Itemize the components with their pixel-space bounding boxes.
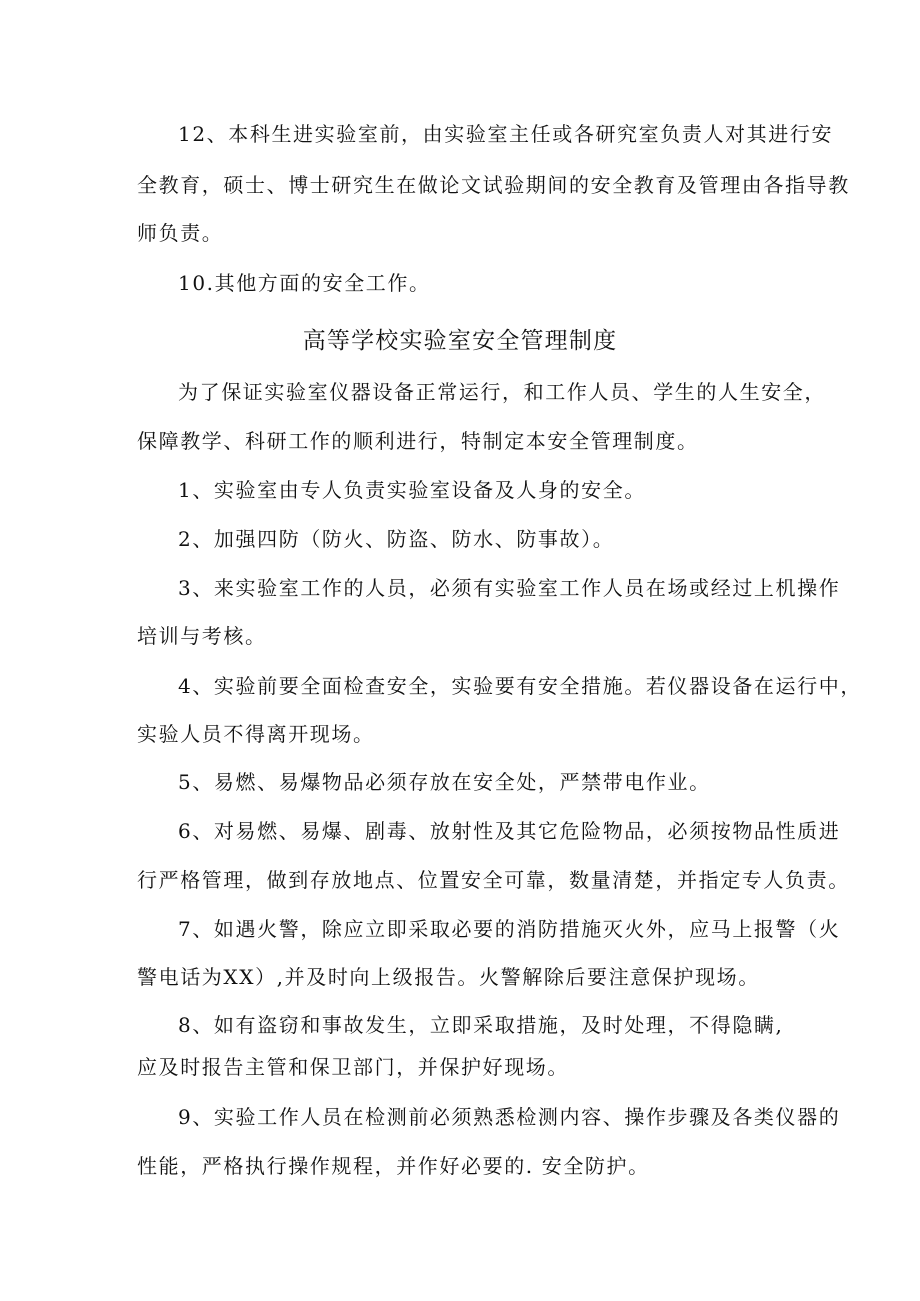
rule-8-line-1: 8、如有盗窃和事故发生，立即采取措施，及时处理，不得隐瞒, [178, 1013, 784, 1037]
intro-line-1: 为了保证实验室仪器设备正常运行，和工作人员、学生的人生安全， [178, 380, 826, 404]
rule-9-line-1: 9、实验工作人员在检测前必须熟悉检测内容、操作步骤及各类仪器的 [178, 1105, 841, 1129]
paragraph-item-10: 10.其他方面的安全工作。 [178, 271, 431, 295]
intro-line-2: 保障教学、科研工作的顺利进行，特制定本安全管理制度。 [137, 429, 699, 453]
rule-8-line-2: 应及时报告主管和保卫部门，并保护好现场。 [137, 1055, 569, 1079]
rule-6-line-1: 6、对易燃、易爆、剧毒、放射性及其它危险物品，必须按物品性质进 [178, 819, 841, 843]
rule-3-line-1: 3、来实验室工作的人员，必须有实验室工作人员在场或经过上机操作 [178, 576, 841, 600]
rule-9-line-2: 性能，严格执行操作规程，并作好必要的. 安全防护。 [137, 1154, 650, 1178]
rule-7-line-2: 警电话为XX）,并及时向上级报告。火警解除后要注意保护现场。 [137, 965, 760, 989]
section-title: 高等学校实验室安全管理制度 [302, 328, 618, 354]
rule-4-line-1: 4、实验前要全面检查安全，实验要有安全措施。若仪器设备在运行中， [178, 674, 862, 698]
rule-3-line-2: 培训与考核。 [137, 624, 267, 648]
rule-7-line-1: 7、如遇火警，除应立即采取必要的消防措施灭火外，应马上报警（火 [178, 917, 841, 941]
paragraph-item-12-line-1: 12、本科生进实验室前，由实验室主任或各研究室负责人对其进行安 [178, 122, 834, 146]
paragraph-item-12-line-3: 师负责。 [137, 221, 224, 245]
rule-6-line-2: 行严格管理，做到存放地点、位置安全可靠，数量清楚，并指定专人负责。 [137, 868, 850, 892]
paragraph-item-12-line-2: 全教育，硕士、博士研究生在做论文试验期间的安全教育及管理由各指导教 [137, 173, 850, 197]
rule-2: 2、加强四防（防火、防盗、防水、防事故）。 [178, 527, 615, 551]
rule-5: 5、易燃、易爆物品必须存放在安全处，严禁带电作业。 [178, 770, 711, 794]
rule-1: 1、实验室由专人负责实验室设备及人身的安全。 [178, 478, 646, 502]
rule-4-line-2: 实验人员不得离开现场。 [137, 722, 375, 746]
